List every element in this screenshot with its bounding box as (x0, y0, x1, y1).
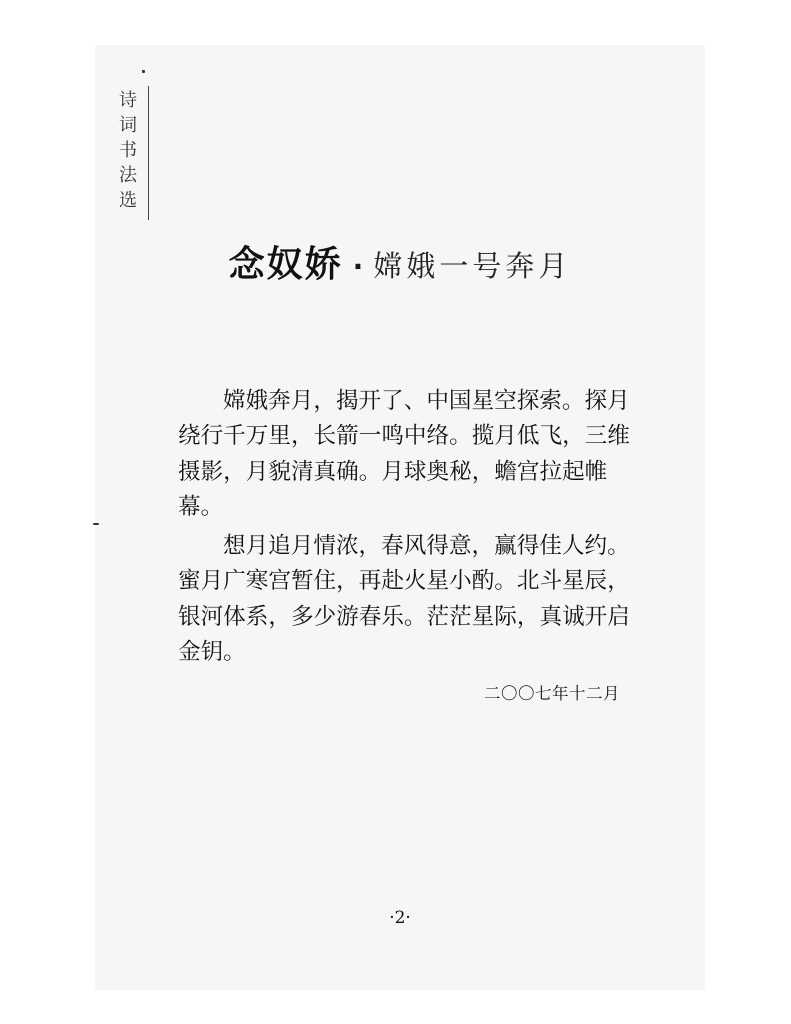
stanza-first: 嫦娥奔月，揭开了、中国星空探索。探月绕行千万里，长箭一鸣中络。揽月低飞，三维摄影，月貌清真确。月球奥秘，蟾宫拉起帷幕。 (178, 388, 630, 520)
tune-name: 念奴娇 (228, 244, 343, 285)
section-label: 诗词书法选 (119, 90, 137, 211)
scan-mark (93, 523, 99, 525)
page-number: ·2· (389, 908, 411, 928)
scan-mark (142, 70, 145, 73)
poem-body (178, 384, 633, 670)
composition-date: 二〇〇七年十二月 (484, 684, 620, 703)
poem-title (150, 236, 650, 287)
poem-subtitle: 嫦娥一号奔月 (373, 249, 572, 283)
title-separator: · (352, 250, 364, 283)
stanza-second: 想月追月情浓，春风得意，赢得佳人约。蜜月广寒宫暂住，再赴火星小酌。北斗星辰，银河体系，多少游春乐。茫茫星际，真诚开启金钥。 (178, 533, 630, 666)
section-divider (148, 86, 149, 220)
